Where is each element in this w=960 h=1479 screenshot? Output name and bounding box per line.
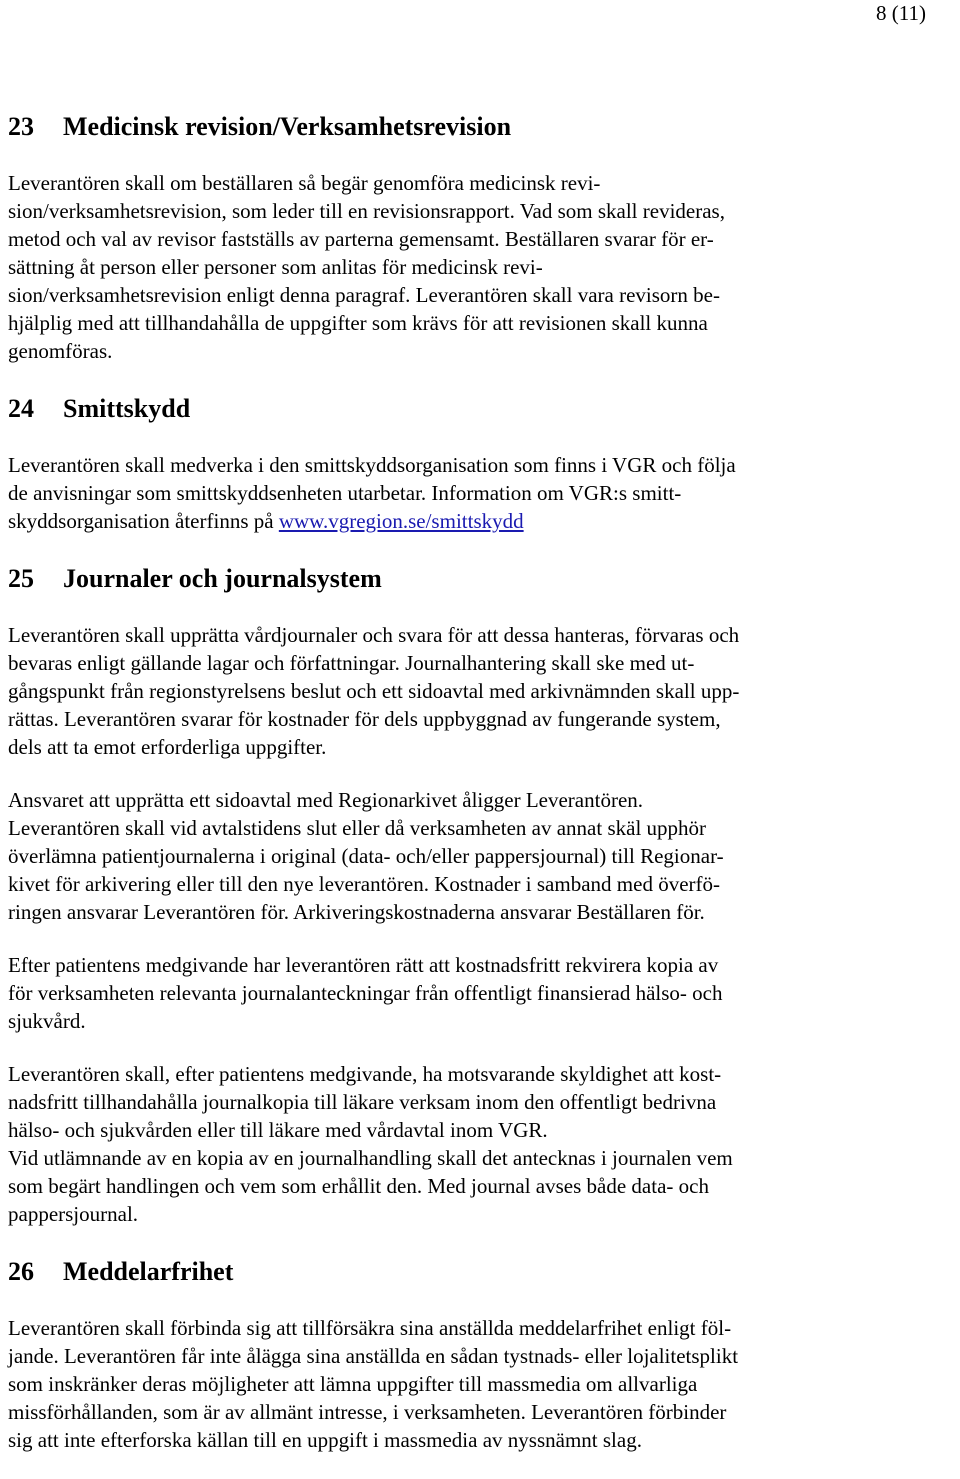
text-line: Leverantören skall om beställaren så begär genomföra medicinsk revi- [8, 171, 601, 195]
text-line: för verksamheten relevanta journalanteckningar från offentligt finansierad hälso- och [8, 981, 723, 1005]
text-line: sjukvård. [8, 1009, 86, 1033]
text-line: sättning åt person eller personer som anlitas för medicinsk revi- [8, 255, 543, 279]
text-line: Leverantören skall, efter patientens medgivande, ha motsvarande skyldighet att kost- [8, 1062, 722, 1086]
section-26-heading [8, 1253, 956, 1291]
text-line: Efter patientens medgivande har leverantören rätt att kostnadsfritt rekvirera kopia av [8, 953, 719, 977]
section-25-paragraph-3 [8, 951, 956, 1035]
text-line: sion/verksamhetsrevision enligt denna paragraf. Leverantören skall vara revisorn be- [8, 283, 720, 307]
section-number: 25 [8, 564, 34, 593]
section-title: Meddelarfrihet [63, 1257, 234, 1286]
text-line: Leverantören skall vid avtalstidens slut eller då verksamheten av annat skäl upphör [8, 816, 707, 840]
section-title: Smittskydd [63, 394, 191, 423]
text-line: Leverantören skall medverka i den smittskyddsorganisation som finns i VGR och följa [8, 453, 736, 477]
text-segment: skyddsorganisation återfinns på [8, 509, 279, 533]
section-title: Medicinsk revision/Verksamhetsrevision [63, 112, 512, 141]
text-line: Vid utlämnande av en kopia av en journalhandling skall det antecknas i journalen vem [8, 1146, 733, 1170]
text-line: överlämna patientjournalerna i original (data- och/eller pappersjournal) till Regionar- [8, 844, 724, 868]
section-25-paragraph-2 [8, 786, 956, 926]
section-26-paragraph [8, 1314, 956, 1454]
text-line: Leverantören skall upprätta vårdjournaler och svara för att dessa hanteras, förvaras och [8, 623, 740, 647]
text-line: hjälplig med att tillhandahålla de uppgifter som krävs för att revisionen skall kunna [8, 311, 708, 335]
section-number: 23 [8, 112, 34, 141]
text-line: ringen ansvarar Leverantören för. Arkiveringskostnaderna ansvarar Beställaren för. [8, 900, 705, 924]
section-25-paragraph-5 [8, 1144, 956, 1228]
text-line: hälso- och sjukvården eller till läkare med vårdavtal inom VGR. [8, 1118, 548, 1142]
text-line: sig att inte efterforska källan till en uppgift i massmedia av nyssnämnt slag. [8, 1428, 642, 1452]
section-25-heading [8, 560, 956, 598]
section-24-heading [8, 390, 956, 428]
text-line: metod och val av revisor fastställs av parterna gemensamt. Beställaren svarar för er- [8, 227, 714, 251]
section-25-paragraph-1 [8, 621, 956, 761]
text-line: som inskränker deras möjligheter att lämna uppgifter till massmedia om allvarliga [8, 1372, 698, 1396]
document-body [8, 108, 956, 1479]
section-title: Journaler och journalsystem [63, 564, 382, 593]
section-25-paragraph-4 [8, 1060, 956, 1144]
text-line: genomföras. [8, 339, 113, 363]
section-number: 24 [8, 394, 34, 423]
text-line: rättas. Leverantören svarar för kostnader för dels uppbyggnad av fungerande system, [8, 707, 721, 731]
text-line: Leverantören skall förbinda sig att tillförsäkra sina anställda meddelarfrihet enligt föl- [8, 1316, 732, 1340]
section-24-paragraph [8, 451, 956, 535]
section-number: 26 [8, 1257, 34, 1286]
text-line: pappersjournal. [8, 1202, 139, 1226]
text-line [8, 507, 956, 535]
smittskydd-link[interactable]: www.vgregion.se/smittskydd [278, 509, 524, 533]
text-line: Ansvaret att upprätta ett sidoavtal med Regionarkivet åligger Leverantören. [8, 788, 644, 812]
page-number: 8 (11) [876, 1, 926, 25]
text-line: sion/verksamhetsrevision, som leder till en revisionsrapport. Vad som skall revideras, [8, 199, 725, 223]
section-23-heading [8, 108, 956, 146]
text-line: nadsfritt tillhandahålla journalkopia till läkare verksam inom den offentligt bedrivna [8, 1090, 717, 1114]
text-line: missförhållanden, som är av allmänt intresse, i verksamheten. Leverantören förbinder [8, 1400, 727, 1424]
text-line: bevaras enligt gällande lagar och författningar. Journalhantering skall ske med ut- [8, 651, 695, 675]
text-line: kivet för arkivering eller till den nye leverantören. Kostnader i samband med överfö- [8, 872, 720, 896]
text-line: som begärt handlingen och vem som erhållit den. Med journal avses både data- och [8, 1174, 709, 1198]
section-23-paragraph [8, 169, 956, 365]
text-line: gångspunkt från regionstyrelsens beslut och ett sidoavtal med arkivnämnden skall upp- [8, 679, 740, 703]
text-line: jande. Leverantören får inte ålägga sina anställda en sådan tystnads- eller lojalitetsplikt [8, 1344, 739, 1368]
text-line: de anvisningar som smittskyddsenheten utarbetar. Information om VGR:s smitt- [8, 481, 682, 505]
text-line: dels att ta emot erforderliga uppgifter. [8, 735, 327, 759]
